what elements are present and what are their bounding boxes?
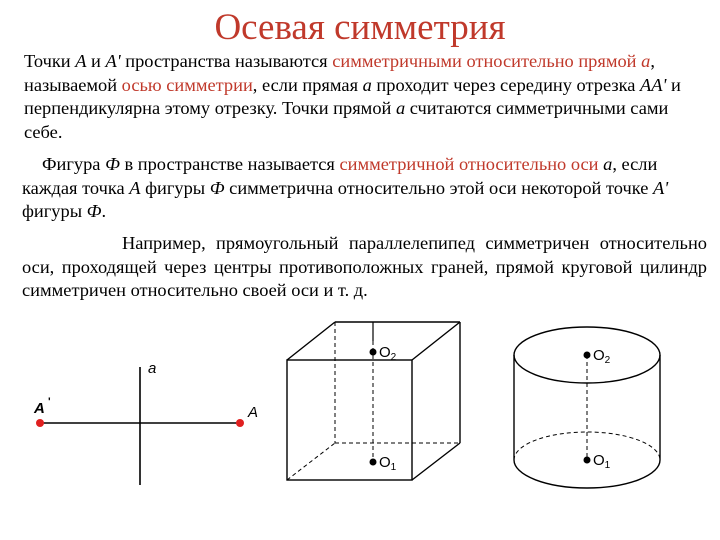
point-a-prime (36, 419, 44, 427)
point-a (236, 419, 244, 427)
figure-cylinder (505, 315, 675, 515)
paragraph-definition-figure: Фигура Ф в пространстве называется симметричной относительно оси а, если каждая точка А фигуры Ф симметрична относительно этой оси некоторой точке А' фигуры Ф. (22, 154, 669, 221)
label-o2: $O_2$ (379, 344, 397, 363)
axis-label: a (148, 360, 157, 377)
bottom-front-arc (514, 460, 660, 488)
point-o1 (370, 459, 377, 466)
point-o2 (584, 352, 591, 359)
paragraph-example: Например, прямоугольный параллелепипед симметричен относительно оси, проходящей через центры противоположных граней, прямой круговой цилиндр симметричен относительно своей оси и т. д. (22, 233, 707, 300)
figure-parallelepiped (270, 315, 490, 515)
highlight-symmetric: симметричными относительно прямой (332, 51, 642, 71)
point-a-prime-label: A (34, 400, 45, 417)
point-o1 (584, 457, 591, 464)
point-o2 (370, 349, 377, 356)
figure-axis-points (20, 315, 280, 495)
label-o2: $O_2$ (593, 347, 611, 366)
label-o1: $O_1$ (379, 454, 397, 473)
prime-mark: ' (48, 396, 51, 408)
highlight-axis: осью симметрии (121, 74, 253, 95)
highlight-symmetric-axis: симметричной относительно оси (339, 154, 604, 174)
point-a-label: A (248, 404, 259, 421)
paragraph-definition-points: Точки А и А' пространства называются симметричными относительно прямой а, называемой осью симметрии, если прямая а проходит через середину отрезка АА' и перпендикулярна этому отрезку. Точки прямой а считаются симметричными сами себе. (24, 51, 681, 142)
label-o1: $O_1$ (593, 452, 611, 471)
page-title: Осевая симметрия (214, 7, 506, 48)
